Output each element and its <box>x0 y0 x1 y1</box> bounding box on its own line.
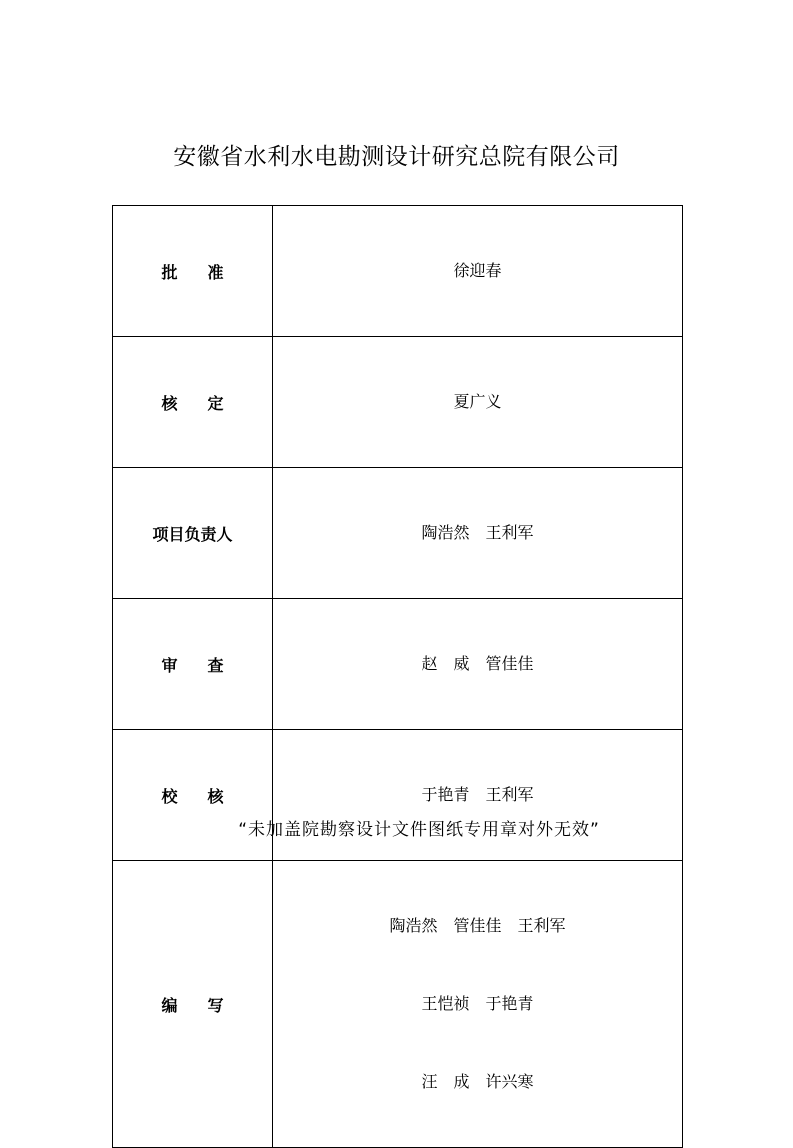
names-line: 夏广义 <box>453 392 502 411</box>
names-cell <box>273 337 683 468</box>
names-cell <box>273 599 683 730</box>
role-label-author: 编写 <box>161 995 254 1015</box>
table-row <box>113 861 683 1148</box>
table-row <box>113 337 683 468</box>
names-line: 徐迎春 <box>453 261 502 280</box>
role-label-verify: 核定 <box>161 393 254 413</box>
names-cell <box>273 206 683 337</box>
role-cell <box>113 599 273 730</box>
signature-table <box>112 205 683 1148</box>
table-row <box>113 730 683 861</box>
table-row <box>113 599 683 730</box>
names-line: 陶浩然 管佳佳 王利军 <box>389 916 566 935</box>
names-line: 赵 威 管佳佳 <box>421 654 534 673</box>
role-label-check: 校核 <box>161 786 254 806</box>
names-line: 王恺祯 于艳青 <box>421 994 534 1013</box>
role-label-project-lead: 项目负责人 <box>152 524 233 544</box>
names-line: 于艳青 王利军 <box>421 785 534 804</box>
names-cell <box>273 468 683 599</box>
role-cell <box>113 730 273 861</box>
role-label-review: 审查 <box>161 655 254 675</box>
table-row <box>113 206 683 337</box>
role-label-approve: 批准 <box>161 262 254 282</box>
names-line: 汪 成 许兴寒 <box>421 1072 534 1091</box>
names-cell <box>273 861 683 1148</box>
role-cell <box>113 861 273 1148</box>
names-line: 陶浩然 王利军 <box>421 523 534 542</box>
role-cell <box>113 206 273 337</box>
table-row <box>113 468 683 599</box>
role-cell <box>113 337 273 468</box>
document-title: 安徽省水利水电勘测设计研究总院有限公司 <box>173 144 620 170</box>
footer-note: “未加盖院勘察设计文件图纸专用章对外无效” <box>238 820 600 840</box>
names-cell <box>273 730 683 861</box>
role-cell <box>113 468 273 599</box>
